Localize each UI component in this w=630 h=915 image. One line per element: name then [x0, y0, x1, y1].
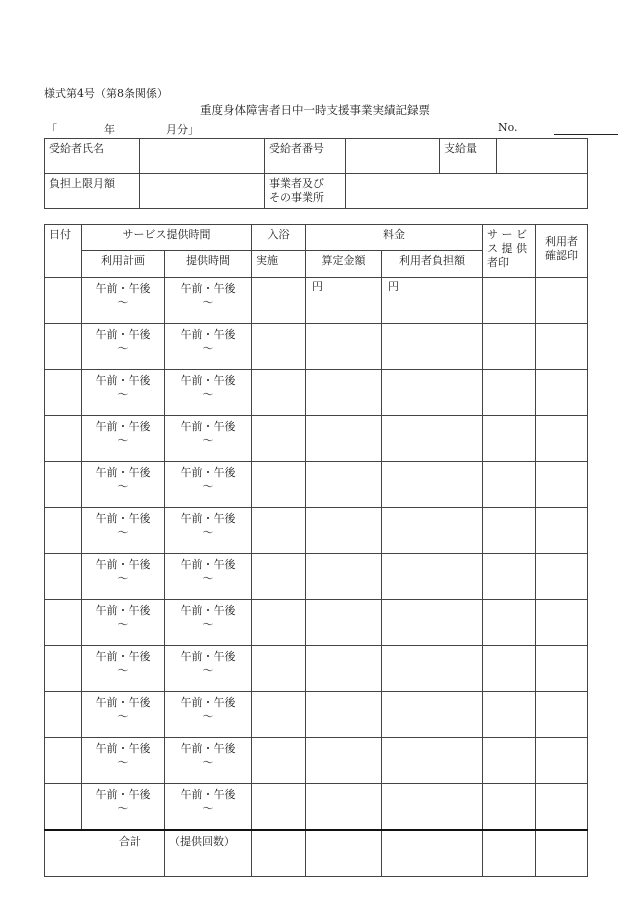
user-seal-cell[interactable]: [536, 646, 588, 692]
ampm-text: 午前・午後: [180, 788, 236, 801]
form-number-label: 様式第4号（第8条関係）: [44, 87, 168, 100]
user-burden-cell[interactable]: [382, 554, 483, 600]
user-burden-cell[interactable]: [382, 462, 483, 508]
calc-amount-cell[interactable]: [306, 508, 382, 554]
calc-amount-header: 算定金額: [306, 251, 382, 278]
tilde-text: ～: [117, 710, 129, 723]
plan-time-cell[interactable]: [82, 692, 165, 738]
ampm-text: 午前・午後: [95, 466, 151, 479]
tilde-text: ～: [117, 802, 129, 815]
calc-amount-cell[interactable]: [306, 600, 382, 646]
plan-time-cell[interactable]: [82, 508, 165, 554]
bath-done-header: 実施: [252, 251, 306, 278]
record-row: [45, 278, 588, 324]
record-row: [45, 462, 588, 508]
provider-seal-cell[interactable]: [483, 324, 536, 370]
service-time-header: サービス提供時間: [82, 225, 252, 251]
provider-field[interactable]: [346, 174, 588, 209]
user-burden-cell[interactable]: [382, 600, 483, 646]
user-burden-cell[interactable]: 円: [382, 278, 483, 324]
bath-cell[interactable]: [252, 462, 306, 508]
tilde-text: ～: [202, 756, 214, 769]
ampm-text: 午前・午後: [180, 420, 236, 433]
ampm-text: 午前・午後: [180, 604, 236, 617]
bath-cell[interactable]: [252, 508, 306, 554]
bath-cell[interactable]: [252, 554, 306, 600]
provider-seal-header-line2: ス 提 供: [487, 242, 527, 255]
record-row: [45, 370, 588, 416]
service-records-table: [44, 224, 588, 877]
user-seal-cell[interactable]: [536, 784, 588, 831]
record-row: [45, 784, 588, 831]
ampm-text: 午前・午後: [180, 282, 236, 295]
user-seal-cell[interactable]: [536, 554, 588, 600]
plan-time-cell[interactable]: [82, 278, 165, 324]
plan-header: 利用計画: [82, 251, 165, 278]
provided-time-cell[interactable]: [165, 646, 252, 692]
document-number-label: No.: [498, 121, 518, 134]
user-seal-header: [536, 225, 588, 278]
ampm-text: 午前・午後: [180, 374, 236, 387]
provided-time-cell[interactable]: [165, 554, 252, 600]
ampm-text: 午前・午後: [180, 696, 236, 709]
date-cell[interactable]: [45, 554, 82, 600]
tilde-text: ～: [202, 480, 214, 493]
date-cell[interactable]: [45, 416, 82, 462]
ampm-text: 午前・午後: [95, 742, 151, 755]
tilde-text: ～: [202, 526, 214, 539]
provider-seal-cell[interactable]: [483, 600, 536, 646]
plan-time-cell[interactable]: [82, 370, 165, 416]
calc-amount-cell[interactable]: [306, 462, 382, 508]
record-row: [45, 554, 588, 600]
provider-seal-cell[interactable]: [483, 462, 536, 508]
date-cell[interactable]: [45, 646, 82, 692]
provider-seal-header: [483, 225, 536, 278]
ampm-text: 午前・午後: [95, 420, 151, 433]
record-row: [45, 692, 588, 738]
plan-time-cell[interactable]: [82, 646, 165, 692]
user-burden-cell[interactable]: [382, 738, 483, 784]
provider-label-line2: その事業所: [269, 191, 324, 204]
tilde-text: ～: [117, 296, 129, 309]
record-row: [45, 416, 588, 462]
bath-cell[interactable]: [252, 370, 306, 416]
user-burden-cell[interactable]: [382, 324, 483, 370]
ampm-text: 午前・午後: [180, 512, 236, 525]
tilde-text: ～: [202, 572, 214, 585]
provider-label-line1: 事業者及び: [269, 177, 324, 190]
record-row: [45, 324, 588, 370]
document-number-line: [554, 134, 618, 135]
tilde-text: ～: [202, 296, 214, 309]
ampm-text: 午前・午後: [180, 466, 236, 479]
provided-time-cell[interactable]: [165, 600, 252, 646]
bath-cell[interactable]: [252, 784, 306, 831]
ampm-text: 午前・午後: [180, 328, 236, 341]
user-burden-cell[interactable]: [382, 416, 483, 462]
calc-amount-cell[interactable]: [306, 738, 382, 784]
total-user-burden-cell[interactable]: [382, 830, 483, 877]
document-title: 重度身体障害者日中一時支援事業実績記録票: [200, 103, 430, 117]
bath-cell[interactable]: [252, 324, 306, 370]
tilde-text: ～: [117, 434, 129, 447]
user-seal-cell[interactable]: [536, 600, 588, 646]
ampm-text: 午前・午後: [95, 788, 151, 801]
bath-cell[interactable]: [252, 646, 306, 692]
recipient-info-table: [44, 138, 588, 209]
ampm-text: 午前・午後: [95, 328, 151, 341]
date-cell[interactable]: [45, 324, 82, 370]
tilde-text: ～: [202, 802, 214, 815]
supply-amount-field[interactable]: [497, 139, 588, 174]
user-seal-header-line2: 確認印: [545, 249, 578, 262]
total-count-cell[interactable]: （提供回数）: [165, 830, 252, 877]
user-seal-cell[interactable]: [536, 738, 588, 784]
tilde-text: ～: [117, 388, 129, 401]
user-burden-cell[interactable]: [382, 784, 483, 831]
provided-time-cell[interactable]: [165, 738, 252, 784]
date-cell[interactable]: [45, 692, 82, 738]
bath-cell[interactable]: [252, 278, 306, 324]
tilde-text: ～: [117, 572, 129, 585]
provider-seal-cell[interactable]: [483, 370, 536, 416]
provider-seal-header-line1: サ ー ビ: [487, 228, 527, 241]
ampm-text: 午前・午後: [95, 696, 151, 709]
date-cell[interactable]: [45, 370, 82, 416]
provider-seal-cell[interactable]: [483, 738, 536, 784]
recipient-name-label: 受給者氏名: [45, 139, 140, 174]
calc-amount-cell[interactable]: [306, 416, 382, 462]
provided-time-cell[interactable]: [165, 784, 252, 831]
plan-time-cell[interactable]: [82, 600, 165, 646]
bath-cell[interactable]: [252, 600, 306, 646]
calc-amount-cell[interactable]: [306, 554, 382, 600]
record-row: [45, 738, 588, 784]
provider-seal-cell[interactable]: [483, 508, 536, 554]
total-label: 合計: [45, 830, 165, 877]
record-row: [45, 508, 588, 554]
provided-time-cell[interactable]: [165, 416, 252, 462]
tilde-text: ～: [202, 618, 214, 631]
tilde-text: ～: [202, 664, 214, 677]
provider-seal-cell[interactable]: [483, 416, 536, 462]
user-burden-cell[interactable]: [382, 646, 483, 692]
tilde-text: ～: [117, 526, 129, 539]
user-seal-header-line1: 利用者: [545, 235, 578, 248]
calc-amount-cell[interactable]: [306, 646, 382, 692]
provided-time-cell[interactable]: [165, 508, 252, 554]
ampm-text: 午前・午後: [180, 650, 236, 663]
ampm-text: 午前・午後: [95, 650, 151, 663]
tilde-text: ～: [202, 342, 214, 355]
user-burden-cell[interactable]: [382, 508, 483, 554]
provided-time-cell[interactable]: [165, 462, 252, 508]
total-provider-seal-cell[interactable]: [483, 830, 536, 877]
period-year-label: 年: [104, 123, 115, 136]
period-open-bracket: 「: [46, 123, 57, 136]
provided-time-header: 提供時間: [165, 251, 252, 278]
plan-time-cell[interactable]: [82, 324, 165, 370]
tilde-text: ～: [202, 434, 214, 447]
recipient-number-field[interactable]: [346, 139, 440, 174]
calc-amount-cell[interactable]: [306, 692, 382, 738]
plan-time-cell[interactable]: [82, 738, 165, 784]
provider-seal-cell[interactable]: [483, 784, 536, 831]
provider-label: [265, 174, 346, 209]
calc-amount-cell[interactable]: 円: [306, 278, 382, 324]
burden-limit-label: 負担上限月額: [45, 174, 140, 209]
burden-limit-field[interactable]: [140, 174, 265, 209]
ampm-text: 午前・午後: [180, 742, 236, 755]
calc-amount-cell[interactable]: [306, 784, 382, 831]
ampm-text: 午前・午後: [95, 604, 151, 617]
provider-seal-header-line3: 者印: [487, 256, 509, 269]
plan-time-cell[interactable]: [82, 554, 165, 600]
tilde-text: ～: [117, 756, 129, 769]
date-header: 日付: [45, 225, 82, 278]
tilde-text: ～: [117, 480, 129, 493]
record-row: [45, 646, 588, 692]
recipient-number-label: 受給者番号: [265, 139, 346, 174]
bath-header: 入浴: [252, 225, 306, 251]
tilde-text: ～: [202, 388, 214, 401]
bath-cell[interactable]: [252, 416, 306, 462]
date-cell[interactable]: [45, 784, 82, 831]
user-seal-cell[interactable]: [536, 278, 588, 324]
supply-amount-label: 支給量: [440, 139, 497, 174]
ampm-text: 午前・午後: [180, 558, 236, 571]
plan-time-cell[interactable]: [82, 462, 165, 508]
user-seal-cell[interactable]: [536, 692, 588, 738]
user-seal-cell[interactable]: [536, 462, 588, 508]
date-cell[interactable]: [45, 738, 82, 784]
provided-time-cell[interactable]: [165, 278, 252, 324]
total-row: [45, 830, 588, 877]
ampm-text: 午前・午後: [95, 282, 151, 295]
ampm-text: 午前・午後: [95, 374, 151, 387]
plan-time-cell[interactable]: [82, 784, 165, 831]
calc-amount-cell[interactable]: [306, 324, 382, 370]
recipient-name-field[interactable]: [140, 139, 265, 174]
period-row: [46, 121, 574, 135]
date-cell[interactable]: [45, 278, 82, 324]
fee-header: 料金: [306, 225, 483, 251]
date-cell[interactable]: [45, 600, 82, 646]
provider-seal-cell[interactable]: [483, 278, 536, 324]
user-seal-cell[interactable]: [536, 416, 588, 462]
provider-seal-cell[interactable]: [483, 646, 536, 692]
tilde-text: ～: [117, 618, 129, 631]
provider-seal-cell[interactable]: [483, 554, 536, 600]
total-bath-cell[interactable]: [252, 830, 306, 877]
tilde-text: ～: [117, 342, 129, 355]
total-calc-amount-cell[interactable]: [306, 830, 382, 877]
bath-cell[interactable]: [252, 738, 306, 784]
date-cell[interactable]: [45, 508, 82, 554]
record-row: [45, 600, 588, 646]
user-burden-cell[interactable]: [382, 370, 483, 416]
plan-time-cell[interactable]: [82, 416, 165, 462]
tilde-text: ～: [202, 710, 214, 723]
provided-time-cell[interactable]: [165, 692, 252, 738]
calc-amount-cell[interactable]: [306, 370, 382, 416]
user-seal-cell[interactable]: [536, 508, 588, 554]
provided-time-cell[interactable]: [165, 324, 252, 370]
provider-seal-cell[interactable]: [483, 692, 536, 738]
period-month-label: 月分」: [166, 123, 199, 136]
user-seal-cell[interactable]: [536, 324, 588, 370]
tilde-text: ～: [117, 664, 129, 677]
ampm-text: 午前・午後: [95, 558, 151, 571]
provided-time-cell[interactable]: [165, 370, 252, 416]
user-burden-cell[interactable]: [382, 692, 483, 738]
total-user-seal-cell[interactable]: [536, 830, 588, 877]
user-seal-cell[interactable]: [536, 370, 588, 416]
ampm-text: 午前・午後: [95, 512, 151, 525]
date-cell[interactable]: [45, 462, 82, 508]
bath-cell[interactable]: [252, 692, 306, 738]
user-burden-header: 利用者負担額: [382, 251, 483, 278]
